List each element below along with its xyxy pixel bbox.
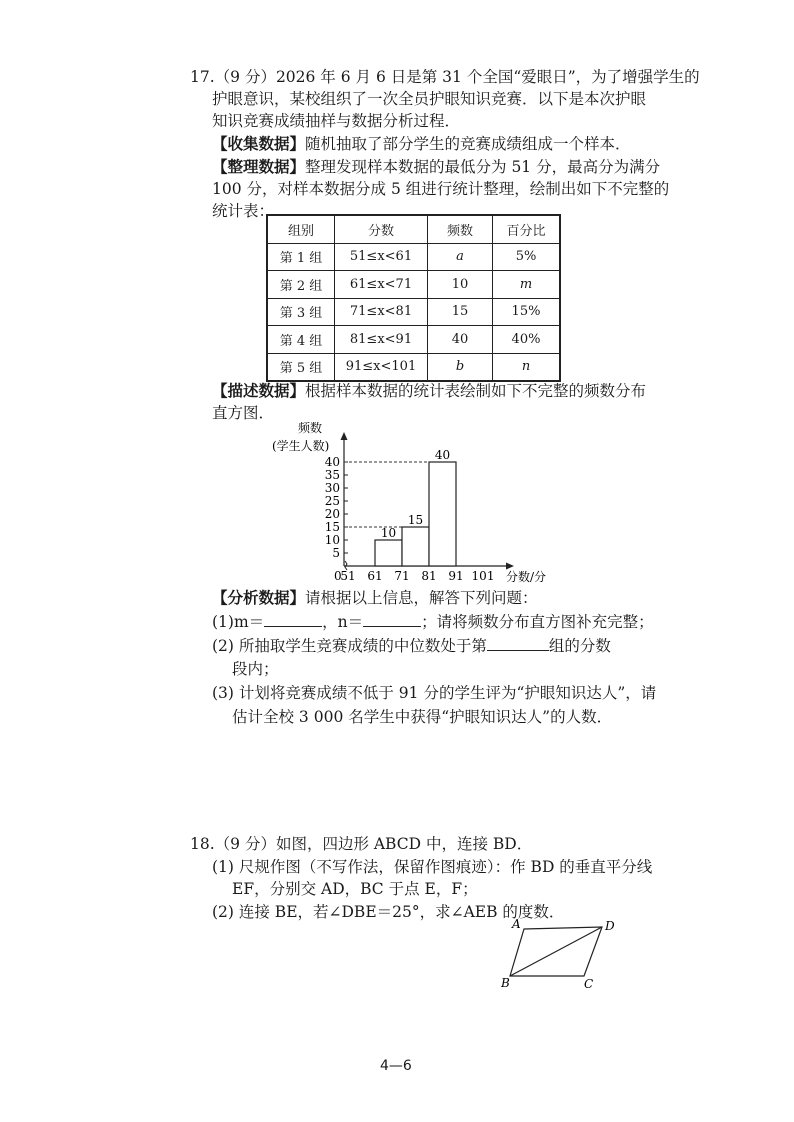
- y-tick-label: 30: [324, 481, 340, 495]
- describe-data: [212, 380, 647, 402]
- table-cell: 71≤x<81: [335, 298, 428, 326]
- answer-blank-n[interactable]: [363, 610, 421, 627]
- x-axis-arrow: [506, 563, 514, 570]
- describe-text-1: 根据样本数据的统计表绘制如下不完整的频数分布: [305, 382, 647, 400]
- table-cell: m: [493, 271, 561, 299]
- describe-text-2: 直方图．: [212, 404, 275, 422]
- table-cell: 10: [428, 271, 493, 299]
- y-tick-label: 15: [324, 520, 340, 534]
- bar-data-label: 40: [434, 448, 451, 462]
- x-tick-label: 51: [340, 569, 356, 583]
- q17-line-2: 护眼意识，某校组织了一次全员护眼知识竞赛．以下是本次护眼: [212, 90, 647, 108]
- table-header: 频数: [428, 215, 493, 243]
- vertex-b-label: B: [501, 976, 510, 990]
- y-axis-label-2: (学生人数): [272, 439, 330, 453]
- organize-data: [212, 156, 661, 178]
- sub1-part-b: ，n＝: [322, 613, 364, 631]
- table-cell: 第 5 组: [267, 353, 335, 381]
- collect-text: 随机抽取了部分学生的竞赛成绩组成一个样本．: [305, 135, 631, 153]
- organize-text-1: 整理发现样本数据的最低分为 51 分，最高分为满分: [305, 158, 661, 176]
- y-tick-label: 35: [324, 468, 340, 482]
- collect-tag: 【收集数据】: [212, 134, 306, 153]
- table-cell: 81≤x<91: [335, 326, 428, 354]
- bar-data-label: 10: [380, 526, 397, 540]
- quadrilateral-figure: [500, 912, 630, 992]
- q17-line-1: 17.（9 分）2026 年 6 月 6 日是第 31 个全国“爱眼日”，为了增强学生的: [190, 68, 700, 86]
- table-header: 分数: [335, 215, 428, 243]
- y-axis-arrow: [341, 432, 348, 440]
- table-cell: 15%: [493, 298, 561, 326]
- organize-tag: 【整理数据】: [212, 157, 306, 176]
- x-tick-label: 101: [471, 569, 495, 583]
- sub1-part-c: ；请将频数分布直方图补充完整；: [421, 613, 654, 631]
- y-tick-label: 10: [324, 533, 340, 547]
- q18-line-4: (2) 连接 BE，若∠DBE＝25°，求∠AEB 的度数．: [212, 903, 565, 921]
- table-cell: 第 4 组: [267, 326, 335, 354]
- y-tick-label: 40: [324, 455, 340, 469]
- table-cell: 第 3 组: [267, 298, 335, 326]
- origin-label: 0: [334, 569, 342, 583]
- histogram-bar: [429, 462, 456, 566]
- organize-text-2: 100 分，对样本数据分成 5 组进行统计整理，绘制出如下不完整的: [212, 180, 670, 198]
- x-axis-label: 分数/分: [506, 570, 547, 584]
- diagonal-bd: [510, 927, 602, 976]
- x-tick-label: 91: [448, 569, 464, 583]
- table-cell: 61≤x<71: [335, 271, 428, 299]
- table-cell: 15: [428, 298, 493, 326]
- x-tick-label: 71: [394, 569, 410, 583]
- table-row: [267, 271, 560, 299]
- table-cell: b: [428, 353, 493, 381]
- analyze-text: 请根据以上信息，解答下列问题：: [305, 589, 538, 607]
- vertex-d-label: D: [605, 919, 615, 933]
- frequency-table: [266, 214, 561, 382]
- describe-tag: 【描述数据】: [212, 381, 306, 400]
- sub2-part-b: 组的分数: [548, 637, 611, 655]
- sub-question-2: [212, 634, 642, 657]
- frequency-histogram: [262, 420, 562, 590]
- histogram-bar: [402, 527, 429, 566]
- vertex-c-label: C: [584, 977, 594, 991]
- table-cell: 40: [428, 326, 493, 354]
- table-cell: 第 1 组: [267, 243, 335, 271]
- y-tick-label: 5: [332, 546, 340, 560]
- table-cell: 第 2 组: [267, 271, 335, 299]
- table-row: [267, 353, 560, 381]
- vertex-a-label: A: [512, 917, 521, 931]
- sub2-part-c: 段内；: [232, 660, 279, 678]
- table-row: [267, 326, 560, 354]
- page-number: 4—6: [380, 1058, 412, 1074]
- table-row: [267, 298, 560, 326]
- table-cell: 40%: [493, 326, 561, 354]
- analyze-tag: 【分析数据】: [212, 588, 306, 607]
- table-header: 百分比: [493, 215, 561, 243]
- table-row: [267, 243, 560, 271]
- table-cell: 5%: [493, 243, 561, 271]
- sub-question-3a: (3) 计划将竞赛成绩不低于 91 分的学生评为“护眼知识达人”，请: [212, 684, 657, 702]
- bar-data-label: 15: [407, 513, 424, 527]
- y-tick-label: 20: [324, 507, 340, 521]
- y-tick-label: 25: [324, 494, 340, 508]
- answer-blank-m[interactable]: [264, 610, 322, 627]
- table-header: 组别: [267, 215, 335, 243]
- chart-marks: [344, 448, 456, 566]
- table-header-row: [267, 215, 560, 243]
- sub1-part-a: (1)m＝: [212, 613, 265, 631]
- analyze-data: [212, 587, 642, 609]
- x-tick-label: 61: [367, 569, 383, 583]
- table-cell: 91≤x<101: [335, 353, 428, 381]
- q17-line-3: 知识竞赛成绩抽样与数据分析过程．: [212, 112, 461, 130]
- table-cell: a: [428, 243, 493, 271]
- sub2-part-a: (2) 所抽取学生竞赛成绩的中位数处于第: [212, 637, 487, 655]
- collect-data: [212, 133, 642, 155]
- q18-line-2: (1) 尺规作图（不写作法，保留作图痕迹）：作 BD 的垂直平分线: [212, 858, 653, 876]
- sub-question-1: [212, 610, 654, 633]
- y-axis-label-1: 频数: [298, 421, 323, 435]
- x-tick-label: 81: [421, 569, 437, 583]
- q18-line-1: 18.（9 分）如图，四边形 ABCD 中，连接 BD．: [190, 835, 533, 853]
- sub-question-3b: 估计全校 3 000 名学生中获得“护眼知识达人”的人数．: [232, 708, 613, 726]
- histogram-bar: [375, 540, 402, 566]
- organize-text-3: 统计表：: [212, 202, 275, 220]
- table-cell: 51≤x<61: [335, 243, 428, 271]
- table-cell: n: [493, 353, 561, 381]
- q18-line-3: EF，分别交 AD，BC 于点 E，F；: [232, 880, 478, 898]
- answer-blank-group[interactable]: [487, 634, 549, 651]
